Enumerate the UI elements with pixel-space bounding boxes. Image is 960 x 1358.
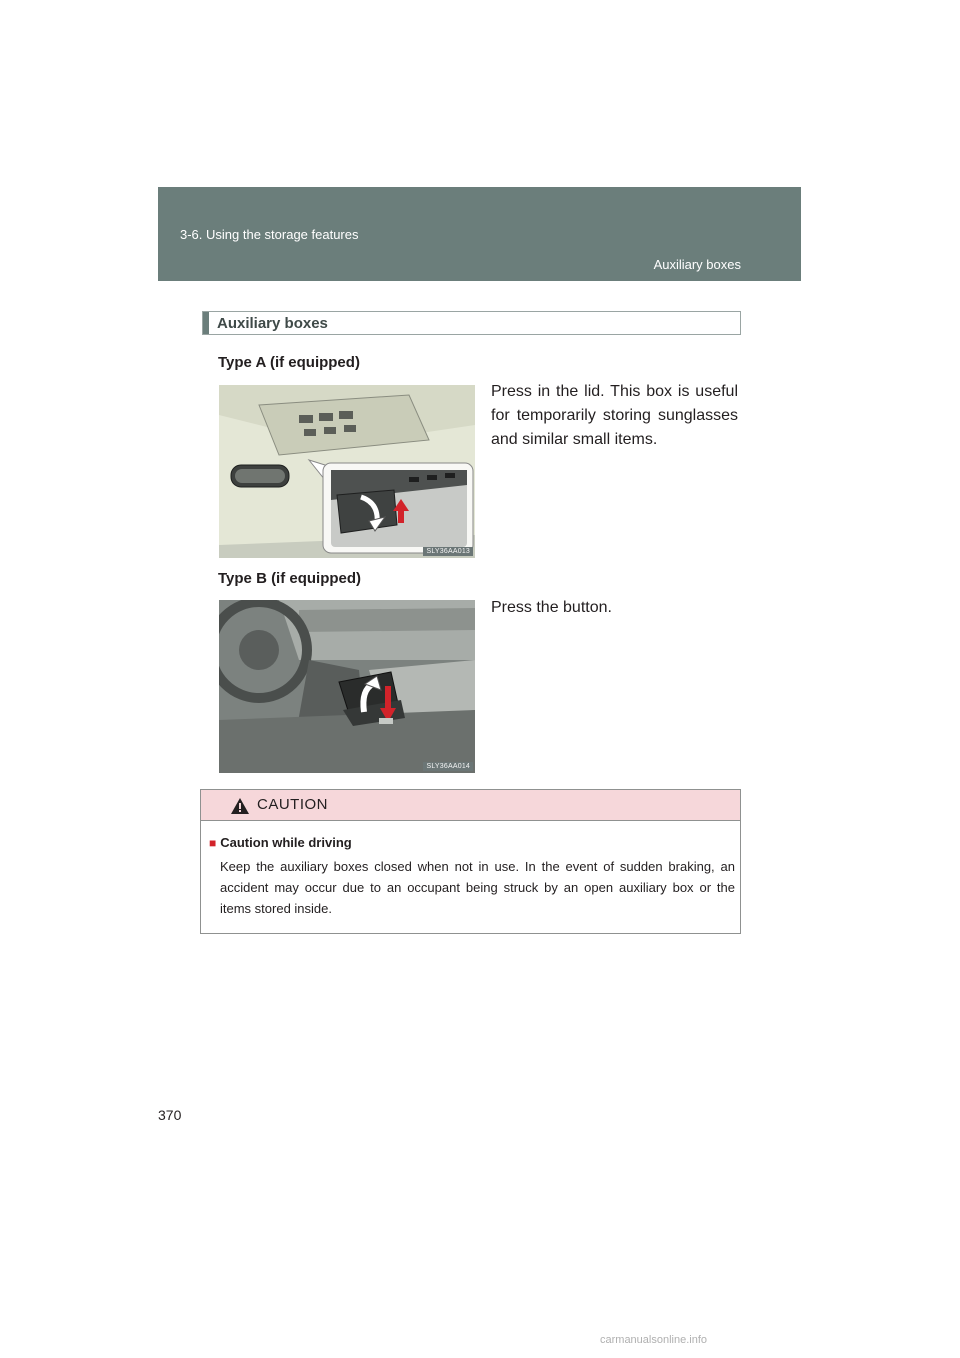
- type-a-label: Type A (if equipped): [218, 354, 360, 371]
- page-number: 370: [158, 1107, 182, 1123]
- caution-title: CAUTION: [257, 796, 328, 813]
- section-title: Auxiliary boxes: [217, 315, 328, 332]
- chapter-title: 3-6. Using the storage features: [180, 227, 359, 242]
- type-a-description: Press in the lid. This box is useful for temporarily storing sunglasses and similar small items.: [491, 383, 738, 448]
- overhead-console-illustration: [219, 385, 475, 558]
- image-code-b: SLY36AA014: [423, 762, 473, 771]
- image-code-a: SLY36AA013: [423, 547, 473, 556]
- warning-triangle-icon: [231, 798, 249, 814]
- caution-subheading: [209, 835, 352, 850]
- caution-box: [200, 789, 741, 934]
- type-b-illustration: [219, 600, 475, 773]
- type-b-label: Type B (if equipped): [218, 570, 362, 587]
- lower-dash-box-illustration: [219, 600, 475, 773]
- caution-body: Keep the auxiliary boxes closed when not in use. In the event of sudden braking, an accident may occur due to an occupant being struck by an open auxiliary box or the items stored inside.: [220, 859, 735, 916]
- type-a-illustration: [219, 385, 475, 558]
- section-running-title: Auxiliary boxes: [653, 257, 741, 272]
- caution-subheading-text: Caution while driving: [220, 835, 352, 850]
- type-b-description: Press the button.: [491, 599, 612, 616]
- header-band: [158, 187, 801, 281]
- caution-header: [201, 790, 740, 821]
- watermark: carmanualsonline.info: [600, 1334, 708, 1346]
- square-bullet-icon: ■: [209, 836, 217, 850]
- section-heading-bar: [202, 311, 741, 335]
